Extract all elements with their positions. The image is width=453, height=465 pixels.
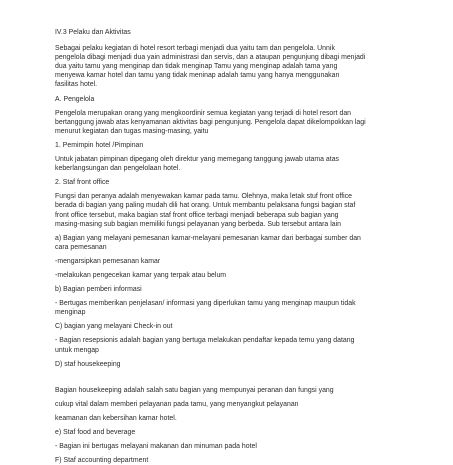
section-a-line-2: bertanggung jawab atas kenyamanan aktivitas bagi pengunjung. Pengelola dapat dikelompokkan lagi [55, 118, 366, 126]
sub-c-title: C) bagian yang melayani Check-in out [55, 323, 173, 331]
housekeeping-line-2: cukup vital dalam memberi pelayanan pada tamu, yang menyangkut pelayanan [55, 400, 299, 408]
sub-a-task-2: -melakukan pengecekan kamar yang terpak atau belum [55, 271, 227, 279]
item-1-line-2: keberlangsungan dan pengelolaan hotel. [55, 165, 181, 173]
sub-b-line-2: menginap [55, 309, 86, 317]
sub-c-line-2: untuk mengap [55, 346, 99, 354]
sub-e-title: e) Staf food and beverage [55, 429, 136, 436]
item-2-title: 2. Staf front office [55, 179, 110, 187]
housekeeping-line-1: Bagian housekeeping adalah salah satu bagian yang mempunyai peranan dan fungsi yang [55, 386, 334, 394]
intro-line-3: dua yaitu tamu yang menginap dan tidak menginap Tamu yang menginap adalah tama yang [55, 63, 338, 71]
item-2-line-1: Fungsi dan peranya adalah menyewakan kamar pada tamu. Olehnya, maka letak stuf front office [55, 193, 353, 201]
section-a-line-3: menurut kegiatan dan tugas masing-masing, yaitu [55, 127, 209, 135]
section-heading: IV.3 Pelaku dan Aktivitas [55, 29, 131, 36]
sub-b-title: b) Bagian pemberi informasi [55, 286, 142, 294]
item-1-title: 1. Pemimpin hotel /Pimpinan [55, 141, 144, 149]
item-2-line-3: front office tersebut, maka bagian staf front office terbagi menjadi beberapa sub bagian yang [55, 211, 339, 219]
section-a-title: A. Pengelola [55, 95, 95, 103]
housekeeping-line-3: keamanan dan kebersihan kamar hotel. [55, 414, 177, 422]
sub-a-line-2: cara pemesanan [55, 243, 107, 251]
intro-line-5: fasilitas hotel. [55, 81, 98, 89]
sub-b-line-1: - Bertugas memberikan penjelasan/ informasi yang diperlukan tamu yang menginap maupun tidak [55, 300, 356, 308]
sub-e-line-1: - Bagian ini bertugas melayani makanan dan minuman pada hotel [55, 443, 257, 451]
sub-d-title: D) staf housekeeping [55, 360, 121, 368]
intro-line-2: pengelola dibagi menjadi dua yain administrasi dan servis, dan a ataupan pengunjung dibagi menjadi [55, 54, 366, 62]
intro-line-4: menyewa kamar hotel dan tamu yang tidak meninap adalah tamu yang hanya menggunakan [55, 72, 340, 80]
item-2-line-4: masing-masing sub bagian memiliki fungsi pelayanan yang berbeda. Sub tersebut antara lain [55, 220, 341, 228]
item-2-line-2: berada di bagian yang paling mudah dili hat orang. Untuk membantu pelaksana fungsi bagian staf [55, 202, 356, 210]
sub-a-task-1: -mengarsipkan pemesanan kamar [55, 257, 161, 265]
sub-a-line-1: a) Bagian yang melayani pemesanan kamar-melayani pemesanan kamar dari berbagai sumber dan [55, 234, 361, 242]
intro-line-1: Sebagai pelaku kegiatan di hotel resort terbagi menjadi dua yaitu tam dan pengelola. Unnik [55, 45, 335, 53]
sub-f-title: F) Staf accounting department [55, 457, 149, 465]
sub-c-line-1: - Bagian resepsionis adalah bagian yang bertuga melakukan pendaftar kepada temu yang datang [55, 337, 355, 345]
item-1-line-1: Untuk jabatan pimpinan dipegang oleh direktur yang memegang tanggung jawab utama atas [55, 156, 340, 164]
section-a-line-1: Pengelola merupakan orang yang mengkoordinir semua kegiatan yang terjadi di hotel resort dan [55, 109, 352, 117]
